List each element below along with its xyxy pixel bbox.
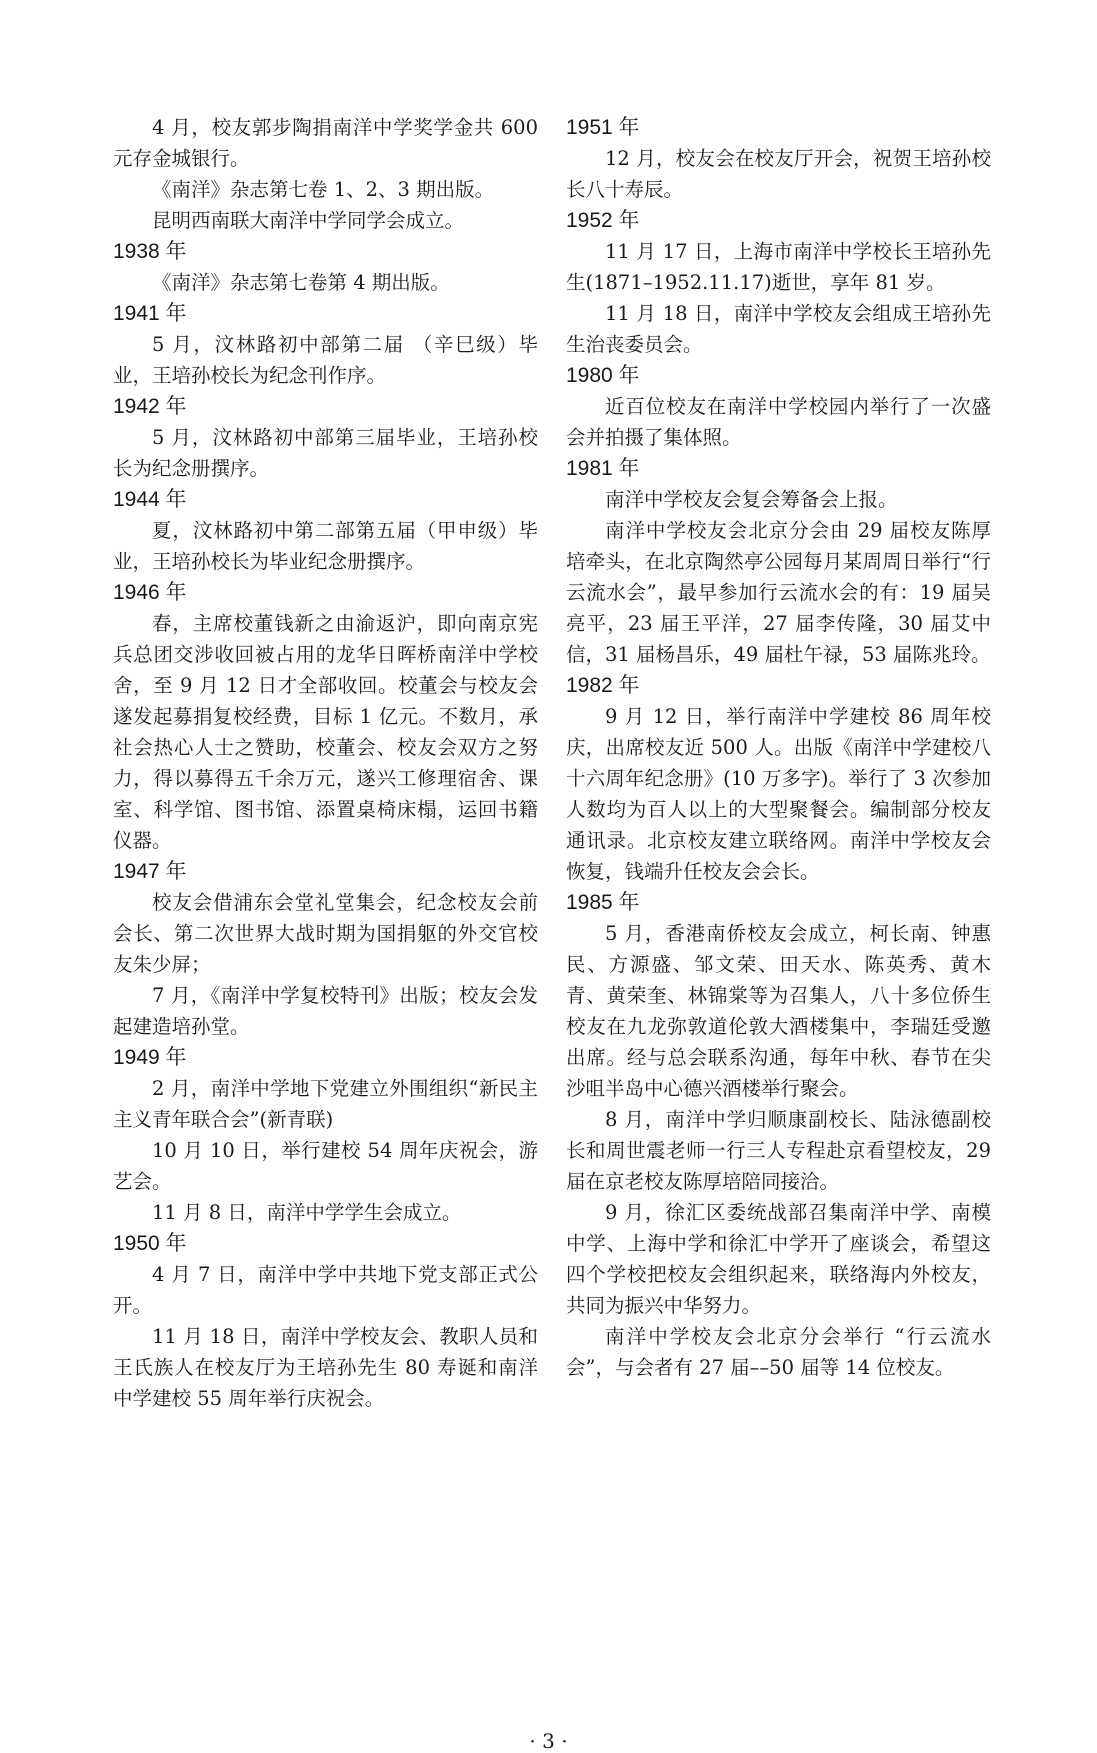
entry-paragraph: 9 月，徐汇区委统战部召集南洋中学、南模中学、上海中学和徐汇中学开了座谈会，希望这四个学校把校友会组织起来，联络海内外校友，共同为振兴中华努力。	[566, 1201, 991, 1317]
year-heading: 1982 年	[566, 674, 640, 697]
entry-paragraph: 8 月，南洋中学归顺康副校长、陆泳德副校长和周世震老师一行三人专程赴京看望校友，29 届在京老校友陈厚培陪同接洽。	[566, 1108, 991, 1193]
entry-paragraph: 12 月，校友会在校友厅开会，祝贺王培孙校长八十寿辰。	[566, 147, 991, 201]
year-heading: 1947 年	[113, 860, 187, 883]
entry-paragraph: 昆明西南联大南洋中学同学会成立。	[152, 209, 465, 232]
entry-paragraph: 南洋中学校友会北京分会举行 “行云流水会”，与会者有 27 届––50 届等 14 位校友。	[566, 1325, 991, 1379]
entry-paragraph: 11 月 8 日，南洋中学学生会成立。	[152, 1201, 462, 1224]
year-heading: 1985 年	[566, 891, 640, 914]
year-heading: 1942 年	[113, 395, 187, 418]
entry-paragraph: 春，主席校董钱新之由渝返沪，即向南京宪兵总团交涉收回被占用的龙华日晖桥南洋中学校舍，至 9 月 12 日才全部收回。校董会与校友会遂发起募捐复校经费，目标 1 亿元。不数月，承社会热心人士之赞助，校董会、校友会双方之努力，得以募得五千余万元，遂兴工修理宿舍、课室、科学馆、图书馆、添置桌椅床榻，运回书籍仪器。	[113, 612, 538, 852]
year-heading: 1941 年	[113, 302, 187, 325]
left-column	[113, 112, 538, 1414]
entry-paragraph: 5 月，香港南侨校友会成立，柯长南、钟惠民、方源盛、邹文荣、田天水、陈英秀、黄木青、黄荣奎、林锦棠等为召集人，八十多位侨生校友在九龙弥敦道伦敦大酒楼集中，李瑞廷受邀出席。经与总会联系沟通，每年中秋、春节在尖沙咀半岛中心德兴酒楼举行聚会。	[566, 922, 991, 1100]
entry-paragraph: 2 月，南洋中学地下党建立外围组织“新民主主义青年联合会”(新青联)	[113, 1077, 538, 1131]
entry-paragraph: 南洋中学校友会复会筹备会上报。	[605, 488, 898, 511]
entry-paragraph: 夏，汶林路初中第二部第五届（甲申级）毕业，王培孙校长为毕业纪念册撰序。	[113, 519, 538, 573]
entry-paragraph: 《南洋》杂志第七卷 1、2、3 期出版。	[152, 178, 495, 201]
entry-paragraph: 11 月 17 日，上海市南洋中学校长王培孙先生(1871–1952.11.17)逝世，享年 81 岁。	[566, 240, 991, 294]
year-heading: 1980 年	[566, 364, 640, 387]
entry-paragraph: 4 月，校友郭步陶捐南洋中学奖学金共 600 元存金城银行。	[113, 116, 538, 170]
entry-paragraph: 近百位校友在南洋中学校园内举行了一次盛会并拍摄了集体照。	[566, 395, 991, 449]
page-number: · 3 ·	[529, 1729, 568, 1753]
entry-paragraph: 4 月 7 日，南洋中学中共地下党支部正式公开。	[113, 1263, 538, 1317]
entry-paragraph: 《南洋》杂志第七卷第 4 期出版。	[152, 271, 450, 294]
entry-paragraph: 5 月，汶林路初中部第二届 （辛巳级）毕业，王培孙校长为纪念刊作序。	[113, 333, 538, 387]
year-heading: 1950 年	[113, 1232, 187, 1255]
year-heading: 1951 年	[566, 116, 640, 139]
year-heading: 1944 年	[113, 488, 187, 511]
year-heading: 1938 年	[113, 240, 187, 263]
entry-paragraph: 11 月 18 日，南洋中学校友会组成王培孙先生治丧委员会。	[566, 302, 991, 356]
entry-paragraph: 校友会借浦东会堂礼堂集会，纪念校友会前会长、第二次世界大战时期为国捐躯的外交官校友朱少屏；	[113, 891, 538, 976]
entry-paragraph: 7 月，《南洋中学复校特刊》出版；校友会发起建造培孙堂。	[113, 984, 538, 1038]
right-column	[566, 112, 991, 1383]
entry-paragraph: 10 月 10 日，举行建校 54 周年庆祝会，游艺会。	[113, 1139, 538, 1193]
year-heading: 1952 年	[566, 209, 640, 232]
year-heading: 1949 年	[113, 1046, 187, 1069]
entry-paragraph: 南洋中学校友会北京分会由 29 届校友陈厚培牵头，在北京陶然亭公园每月某周周日举行“行云流水会”，最早参加行云流水会的有：19 届吴亮平，23 届王平洋，27 届李传隆，30 届艾中信，31 届杨昌乐，49 届杜午禄，53 届陈兆玲。	[566, 519, 991, 666]
entry-paragraph: 9 月 12 日，举行南洋中学建校 86 周年校庆，出席校友近 500 人。出版《南洋中学建校八十六周年纪念册》(10 万多字)。举行了 3 次参加人数均为百人以上的大型聚餐会。编制部分校友通讯录。北京校友建立联络网。南洋中学校友会恢复，钱端升任校友会会长。	[566, 705, 991, 883]
year-heading: 1946 年	[113, 581, 187, 604]
entry-paragraph: 5 月，汶林路初中部第三届毕业，王培孙校长为纪念册撰序。	[113, 426, 538, 480]
entry-paragraph: 11 月 18 日，南洋中学校友会、教职人员和王氏族人在校友厅为王培孙先生 80 寿诞和南洋中学建校 55 周年举行庆祝会。	[113, 1325, 538, 1410]
year-heading: 1981 年	[566, 457, 640, 480]
